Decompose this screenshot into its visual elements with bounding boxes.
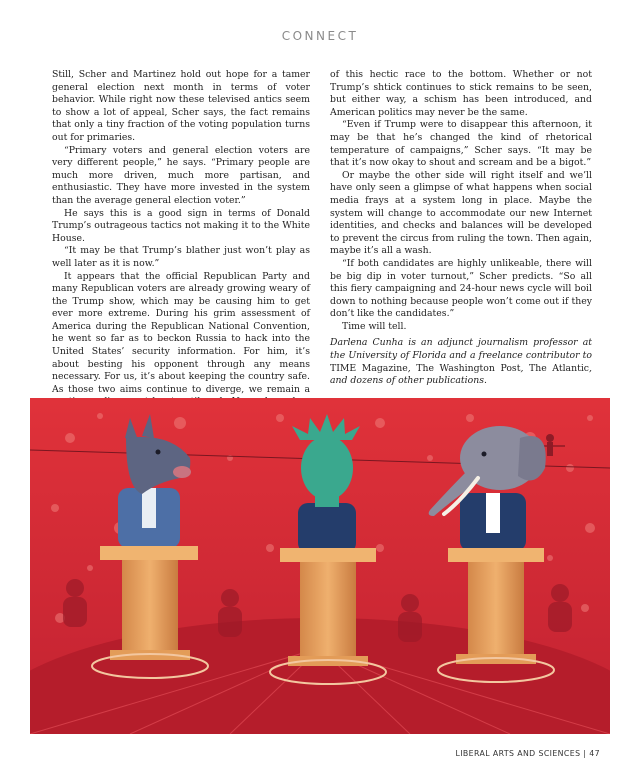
paragraph: Or maybe the other side will right itself and we’ll have only seen a glimpse of what happens when social media frays at a system long in place. Maybe the system will change to accommodate our new Internet identities, and checks and balances will be developed to prevent the circus from ruling the town. Then again, maybe it’s all a wash.: [330, 169, 592, 257]
liberty-head: [301, 436, 353, 500]
section-header: CONNECT: [281, 29, 359, 43]
page-footer: [455, 749, 600, 758]
debate-circus-svg: [30, 398, 610, 734]
paragraph: “If both candidates are highly unlikeable, there will be big dip in voter turnout,” Scher predicts. “So all this fiery campaigning and 24-hour news cycle will boil down to nothing because people won’t come out if they don’t like the candidates.”: [330, 257, 592, 320]
bio-separator: ,: [520, 362, 529, 374]
paragraph: “Primary voters and general election voters are very different people,” he says. “Primary people are much more driven, much more partisan, and enthusiastic. They have more invested in the system than the average general election voter.”: [52, 144, 310, 206]
bio-publication: TIME Magazine: [330, 362, 408, 374]
author-bio: [330, 337, 592, 387]
paragraph: of this hectic race to the bottom. Whether or not Trump’s shtick continues to stick remains to be seen, but either way, a schism has been introduced, and American politics may never be the same.: [330, 69, 592, 118]
publication-name: LIBERAL ARTS AND SCIENCES: [455, 749, 581, 758]
bio-publication: The Washington Post: [416, 362, 521, 374]
footer-separator: |: [583, 749, 587, 758]
debate-illustration: [30, 398, 610, 734]
paragraph: He says this is a good sign in terms of Donald Trump’s outrageous tactics not making it to the White House.: [52, 207, 310, 244]
paragraph: “It may be that Trump’s blather just won’t play as well later as it is now.”: [52, 245, 310, 269]
liberty-suit: [298, 503, 356, 553]
paragraph: It appears that the official Republican Party and many Republican voters are already growing weary of the Trump show, which may be causing him to get ever more extreme. During his grim assessment of America during the Republican National Convention, he went so far as to beckon Russia to hack into the United States’ security information. For him, it’s about besting his opponent through any means necessary. For us, it’s about keeping the country safe. As those two aims continue to diverge, we remain a: [52, 270, 310, 395]
bio-separator: ,: [407, 362, 417, 374]
paragraph: Time will tell.: [342, 320, 407, 332]
paragraph: Still, Scher and Martinez hold out hope for a tamer general election next month in terms of voter behavior. While right now these televised antics seem to show a lot of appeal, Scher says, the fact remains that only a tiny fraction of the voting population turns out for primaries.: [52, 69, 310, 143]
paragraph: “Even if Trump were to disappear this afternoon, it may be that he’s changed the kind of rhetorical temperature of campaigns,” Scher says. “It may be that it’s now okay to shout and scream and be a bigot.”: [330, 119, 592, 169]
bio-text: Darlena Cunha is an adjunct journalism professor at the University of Florida and a freelance contributor to: [330, 337, 592, 362]
article-column-left: [52, 69, 310, 422]
bio-text: , and dozens of other publications.: [330, 362, 592, 387]
page-number: 47: [589, 749, 600, 758]
article-column-right: [330, 69, 592, 388]
bio-publication: The Atlantic: [529, 362, 590, 374]
